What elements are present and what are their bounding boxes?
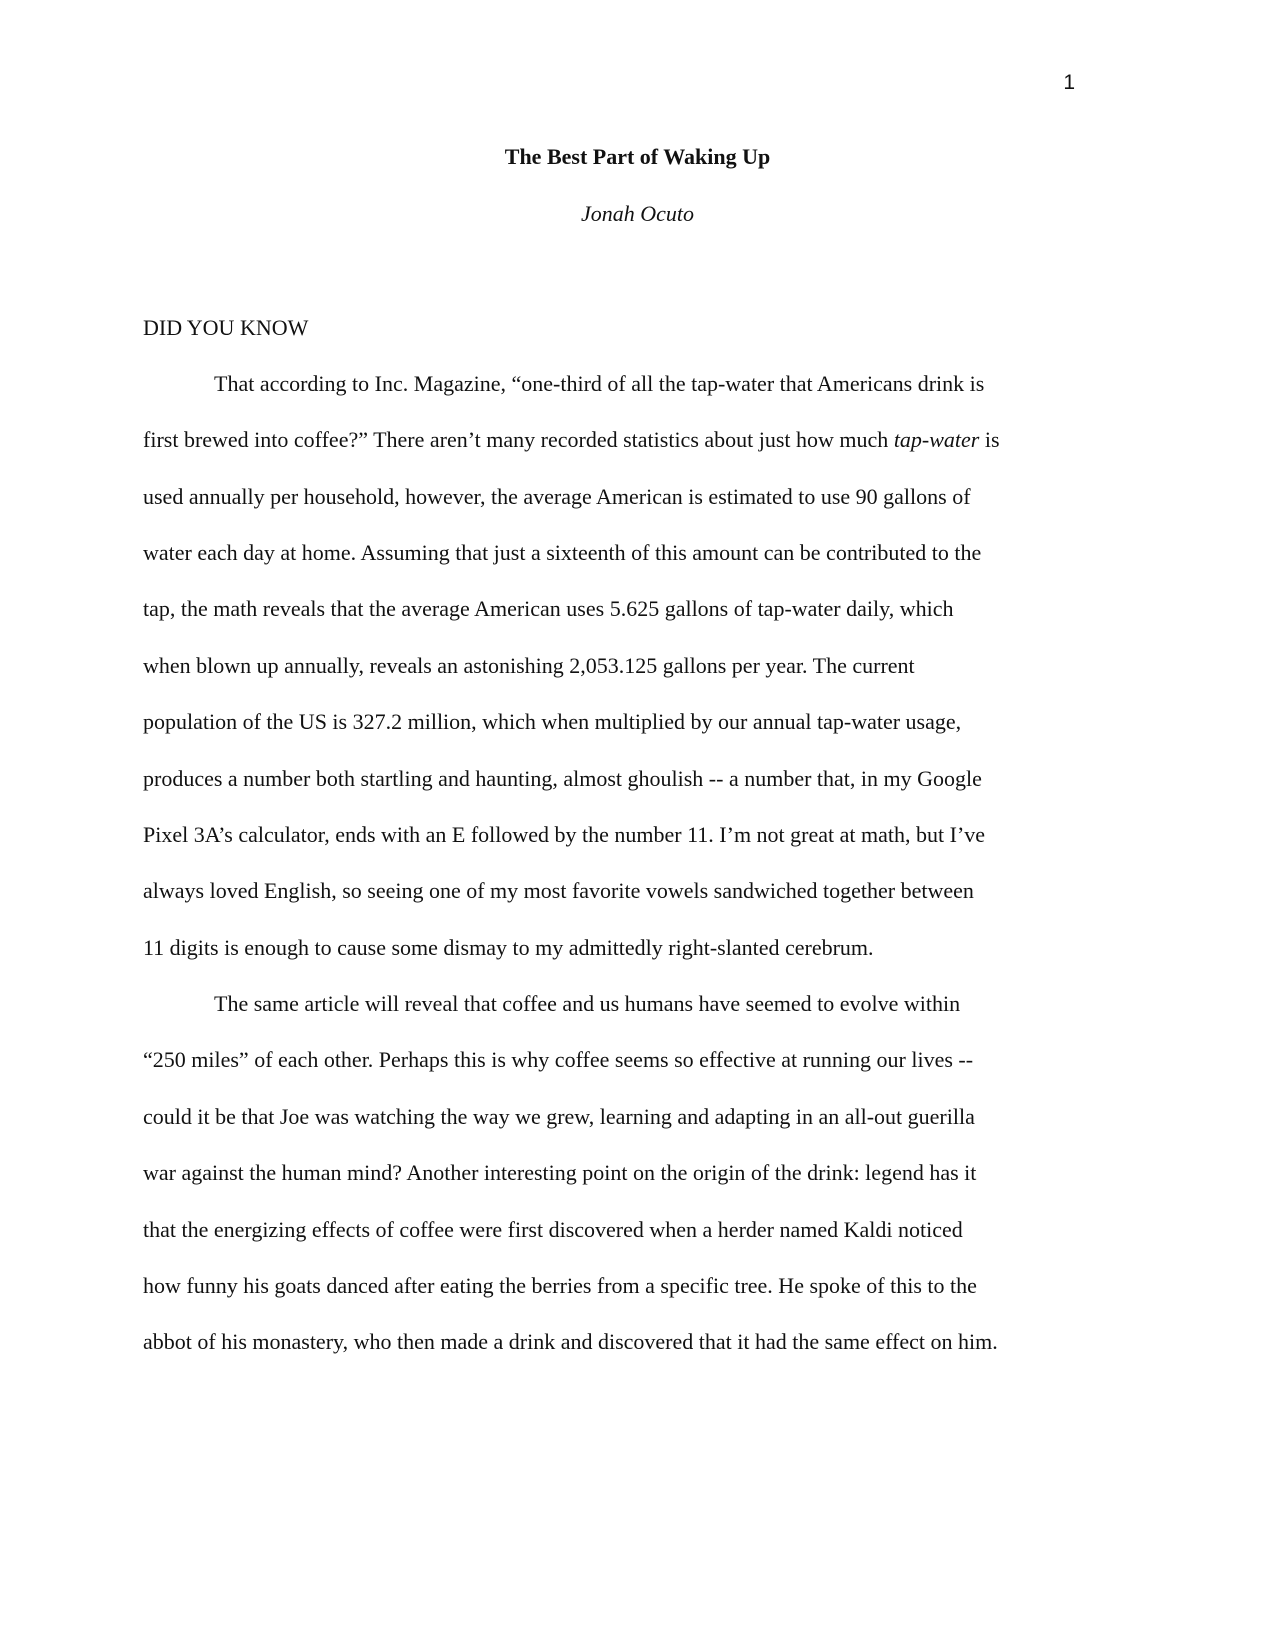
- body-line: That according to Inc. Magazine, “one-third of all the tap-water that Americans drink is: [214, 371, 985, 396]
- body-line: how funny his goats danced after eating the berries from a specific tree. He spoke of this to the: [143, 1273, 977, 1298]
- body-line: water each day at home. Assuming that just a sixteenth of this amount can be contributed to the: [143, 540, 982, 565]
- body-line: war against the human mind? Another interesting point on the origin of the drink: legend has it: [143, 1160, 977, 1185]
- body-line: used annually per household, however, the average American is estimated to use 90 gallons of: [143, 484, 971, 509]
- body-line: [143, 425, 1000, 455]
- body-line: always loved English, so seeing one of my most favorite vowels sandwiched together between: [143, 878, 974, 903]
- body-line: tap, the math reveals that the average American uses 5.625 gallons of tap-water daily, which: [143, 596, 954, 621]
- document-title: The Best Part of Waking Up: [504, 144, 771, 169]
- author-name: Jonah Ocuto: [580, 201, 695, 226]
- body-line: when blown up annually, reveals an astonishing 2,053.125 gallons per year. The current: [143, 653, 915, 678]
- body-text: is: [979, 427, 1000, 452]
- body-line: 11 digits is enough to cause some dismay to my admittedly right-slanted cerebrum.: [143, 935, 874, 960]
- body-line: produces a number both startling and haunting, almost ghoulish -- a number that, in my Google: [143, 766, 982, 791]
- page-number: 1: [1063, 71, 1075, 94]
- body-line: The same article will reveal that coffee and us humans have seemed to evolve within: [214, 991, 961, 1016]
- body-line: “250 miles” of each other. Perhaps this is why coffee seems so effective at running our lives --: [143, 1047, 974, 1072]
- section-heading: DID YOU KNOW: [143, 315, 309, 340]
- emphasized-text: tap-water: [893, 427, 980, 452]
- body-line: Pixel 3A’s calculator, ends with an E followed by the number 11. I’m not great at math, but I’ve: [143, 822, 986, 847]
- body-line: that the energizing effects of coffee were first discovered when a herder named Kaldi noticed: [143, 1217, 963, 1242]
- body-line: population of the US is 327.2 million, which when multiplied by our annual tap-water usage,: [143, 709, 962, 734]
- body-line: could it be that Joe was watching the way we grew, learning and adapting in an all-out guerilla: [143, 1104, 975, 1129]
- body-text: first brewed into coffee?” There aren’t many recorded statistics about just how much: [143, 427, 894, 452]
- body-line: abbot of his monastery, who then made a drink and discovered that it had the same effect on him.: [143, 1329, 998, 1354]
